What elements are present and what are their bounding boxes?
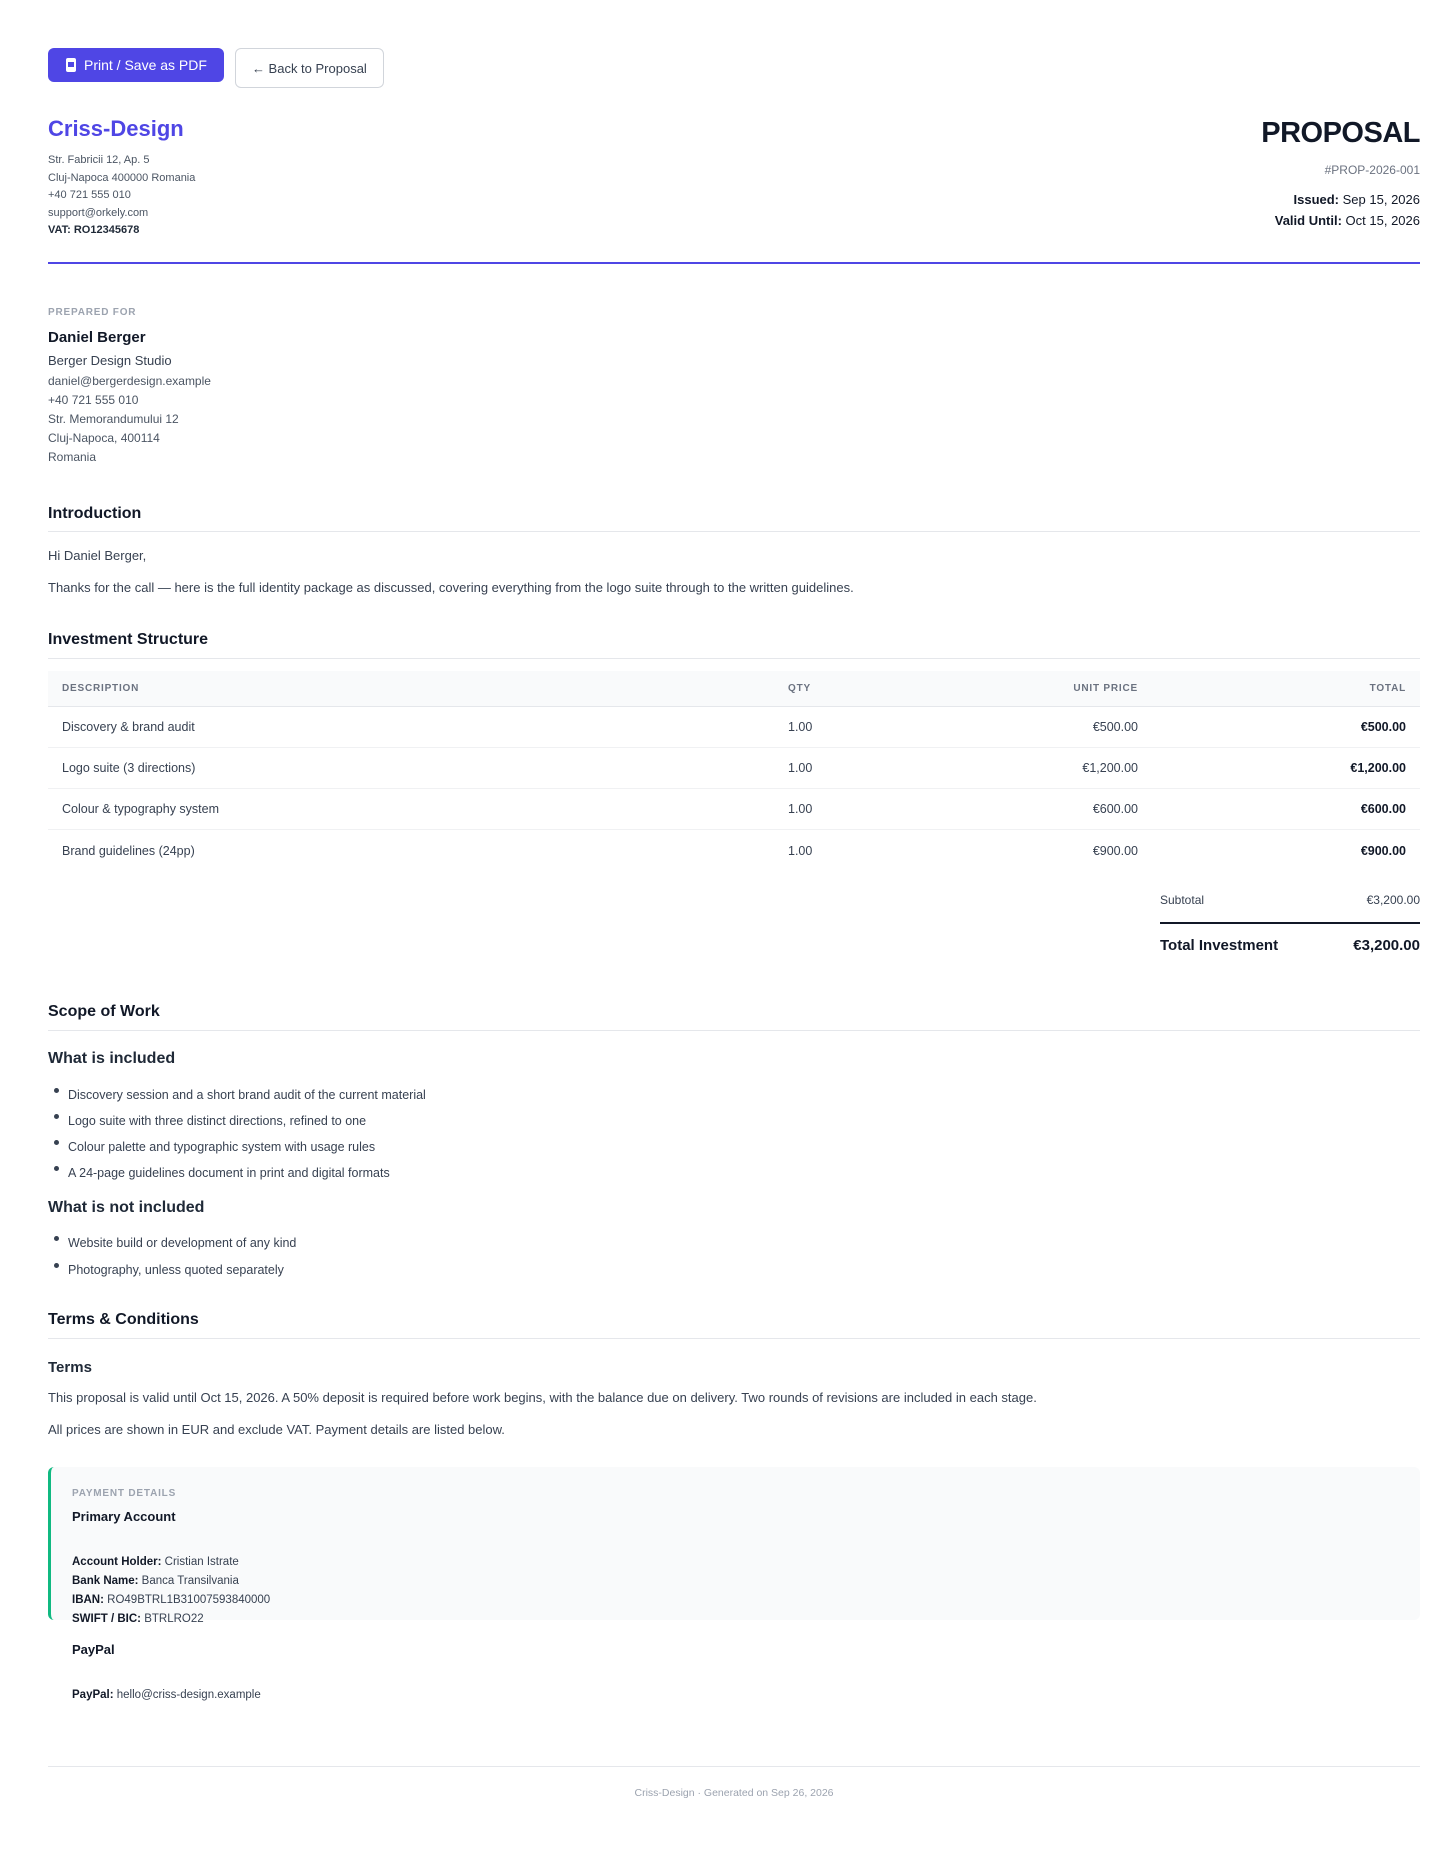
terms-paragraph-1: This proposal is valid until Oct 15, 2026. A 50% deposit is required before work begins, with the balance due on delivery. Two rounds of revisions are included in each stage. (48, 1390, 1037, 1405)
introduction-divider (48, 531, 1420, 532)
valid-until-date: Oct 15, 2026 (1345, 213, 1420, 228)
client-city: Cluj-Napoca, 400114 (48, 431, 160, 445)
header-qty: QTY (788, 683, 811, 694)
company-address-line1: Str. Fabricii 12, Ap. 5 (48, 154, 150, 166)
document-title: PROPOSAL (1261, 117, 1420, 149)
print-button-label: Print / Save as PDF (84, 57, 207, 73)
swift-value: BTRLRO22 (144, 1613, 204, 1625)
iban-value: RO49BTRL1B31007593840000 (107, 1594, 271, 1606)
account-holder-value: Cristian Istrate (164, 1556, 239, 1568)
valid-until-row (1275, 210, 1420, 231)
paypal-title: PayPal (72, 1642, 115, 1657)
prepared-for-label: PREPARED FOR (48, 307, 137, 318)
total-label: Total Investment (1160, 937, 1279, 954)
table-row (48, 789, 1420, 830)
back-to-proposal-button[interactable]: ← Back to Proposal (235, 48, 384, 88)
valid-until-label: Valid Until: (1274, 213, 1342, 228)
total-value: €3,200.00 (1353, 937, 1420, 954)
row-total: €1,200.00 (1350, 761, 1406, 775)
bank-name-value: Banca Transilvania (141, 1575, 239, 1587)
client-phone: +40 721 555 010 (48, 393, 139, 407)
terms-subtitle: Terms (48, 1359, 92, 1376)
row-qty: 1.00 (788, 843, 813, 858)
included-title: What is included (48, 1050, 176, 1067)
terms-paragraph-2: All prices are shown in EUR and exclude VAT. Payment details are listed below. (48, 1422, 505, 1437)
client-company: Berger Design Studio (48, 353, 172, 368)
company-name: Criss-Design (48, 116, 184, 141)
total-row (1160, 937, 1420, 954)
table-row (48, 748, 1420, 789)
print-button[interactable] (48, 48, 224, 82)
excluded-title: What is not included (48, 1199, 205, 1216)
row-qty: 1.00 (788, 761, 813, 775)
footer-text: Criss-Design · Generated on Sep 26, 2026 (634, 1787, 834, 1799)
client-details (48, 372, 211, 467)
list-item: Photography, unless quoted separately (48, 1257, 296, 1284)
terms-title: Terms & Conditions (48, 1311, 199, 1328)
paypal-label: PayPal: (72, 1689, 114, 1701)
table-row (48, 830, 1420, 871)
document-number: #PROP-2026-001 (1324, 163, 1420, 177)
list-item: Colour palette and typographic system with usage rules (48, 1134, 426, 1160)
introduction-greeting: Hi Daniel Berger, (48, 548, 147, 563)
terms-divider (48, 1338, 1420, 1339)
row-description: Discovery & brand audit (62, 720, 195, 734)
footer-divider (48, 1766, 1420, 1767)
row-description: Logo suite (3 directions) (62, 761, 196, 775)
iban-label: IBAN: (72, 1594, 104, 1606)
document-dates (1275, 189, 1420, 231)
investment-title: Investment Structure (48, 631, 209, 648)
list-item: Discovery session and a short brand audit of the current material (48, 1082, 426, 1108)
table-header (48, 671, 1420, 707)
totals-block (1160, 888, 1420, 954)
issued-date: Sep 15, 2026 (1342, 192, 1420, 207)
payment-details-box (48, 1467, 1420, 1701)
row-description: Brand guidelines (24pp) (62, 843, 195, 858)
bank-name-label: Bank Name: (72, 1575, 139, 1587)
company-email: support@orkely.com (48, 206, 149, 219)
list-item: Logo suite with three distinct directions, refined to one (48, 1108, 426, 1134)
client-country: Romania (48, 450, 97, 464)
bank-name-row (72, 1572, 270, 1591)
row-unit-price: €1,200.00 (1082, 761, 1138, 775)
list-item: A 24-page guidelines document in print and digital formats (48, 1160, 426, 1186)
company-address (48, 152, 195, 240)
totals-divider (1160, 922, 1420, 924)
payment-details-label: PAYMENT DETAILS (72, 1488, 177, 1499)
table-row (48, 707, 1420, 748)
row-qty: 1.00 (788, 802, 813, 816)
client-name: Daniel Berger (48, 329, 146, 346)
row-unit-price: €600.00 (1092, 802, 1138, 816)
issued-label: Issued: (1293, 192, 1340, 207)
subtotal-value: €3,200.00 (1366, 893, 1420, 907)
header-total: TOTAL (1369, 683, 1406, 694)
row-description: Colour & typography system (62, 802, 220, 816)
investment-divider (48, 658, 1420, 659)
paypal-row (72, 1686, 261, 1705)
introduction-title: Introduction (48, 505, 142, 522)
subtotal-row (1160, 888, 1420, 912)
scope-divider (48, 1030, 1420, 1031)
row-qty: 1.00 (788, 720, 813, 734)
row-total: €600.00 (1360, 802, 1406, 816)
row-total: €900.00 (1360, 843, 1406, 858)
scope-title: Scope of Work (48, 1003, 160, 1020)
swift-row (72, 1610, 270, 1629)
header-divider (48, 262, 1420, 264)
account-holder-label: Account Holder: (72, 1556, 162, 1568)
paypal-value: hello@criss-design.example (116, 1689, 261, 1701)
introduction-body: Thanks for the call — here is the full identity package as discussed, covering everything from the logo suite through to the written guidelines. (48, 580, 854, 595)
printer-icon (65, 58, 77, 72)
row-total: €500.00 (1360, 720, 1406, 734)
subtotal-label: Subtotal (1160, 893, 1205, 907)
client-street: Str. Memorandumului 12 (48, 412, 179, 426)
primary-account-title: Primary Account (72, 1509, 176, 1524)
company-address-line2: Cluj-Napoca 400000 Romania (48, 171, 196, 184)
company-vat: VAT: RO12345678 (48, 224, 140, 236)
account-holder-row (72, 1553, 270, 1572)
paypal-details (72, 1686, 261, 1705)
iban-row (72, 1591, 270, 1610)
row-unit-price: €900.00 (1092, 843, 1138, 858)
row-unit-price: €500.00 (1092, 720, 1138, 734)
list-item: Website build or development of any kind (48, 1230, 296, 1257)
included-list (48, 1082, 426, 1186)
swift-label: SWIFT / BIC: (72, 1613, 141, 1625)
client-email: daniel@bergerdesign.example (48, 374, 211, 388)
header-unit-price: UNIT PRICE (1073, 683, 1138, 694)
primary-account-details (72, 1553, 270, 1629)
excluded-list (48, 1230, 296, 1284)
issued-date-row (1275, 189, 1420, 210)
investment-table (48, 671, 1420, 871)
action-bar (48, 48, 384, 88)
company-phone: +40 721 555 010 (48, 189, 131, 201)
header-description: DESCRIPTION (62, 683, 140, 694)
